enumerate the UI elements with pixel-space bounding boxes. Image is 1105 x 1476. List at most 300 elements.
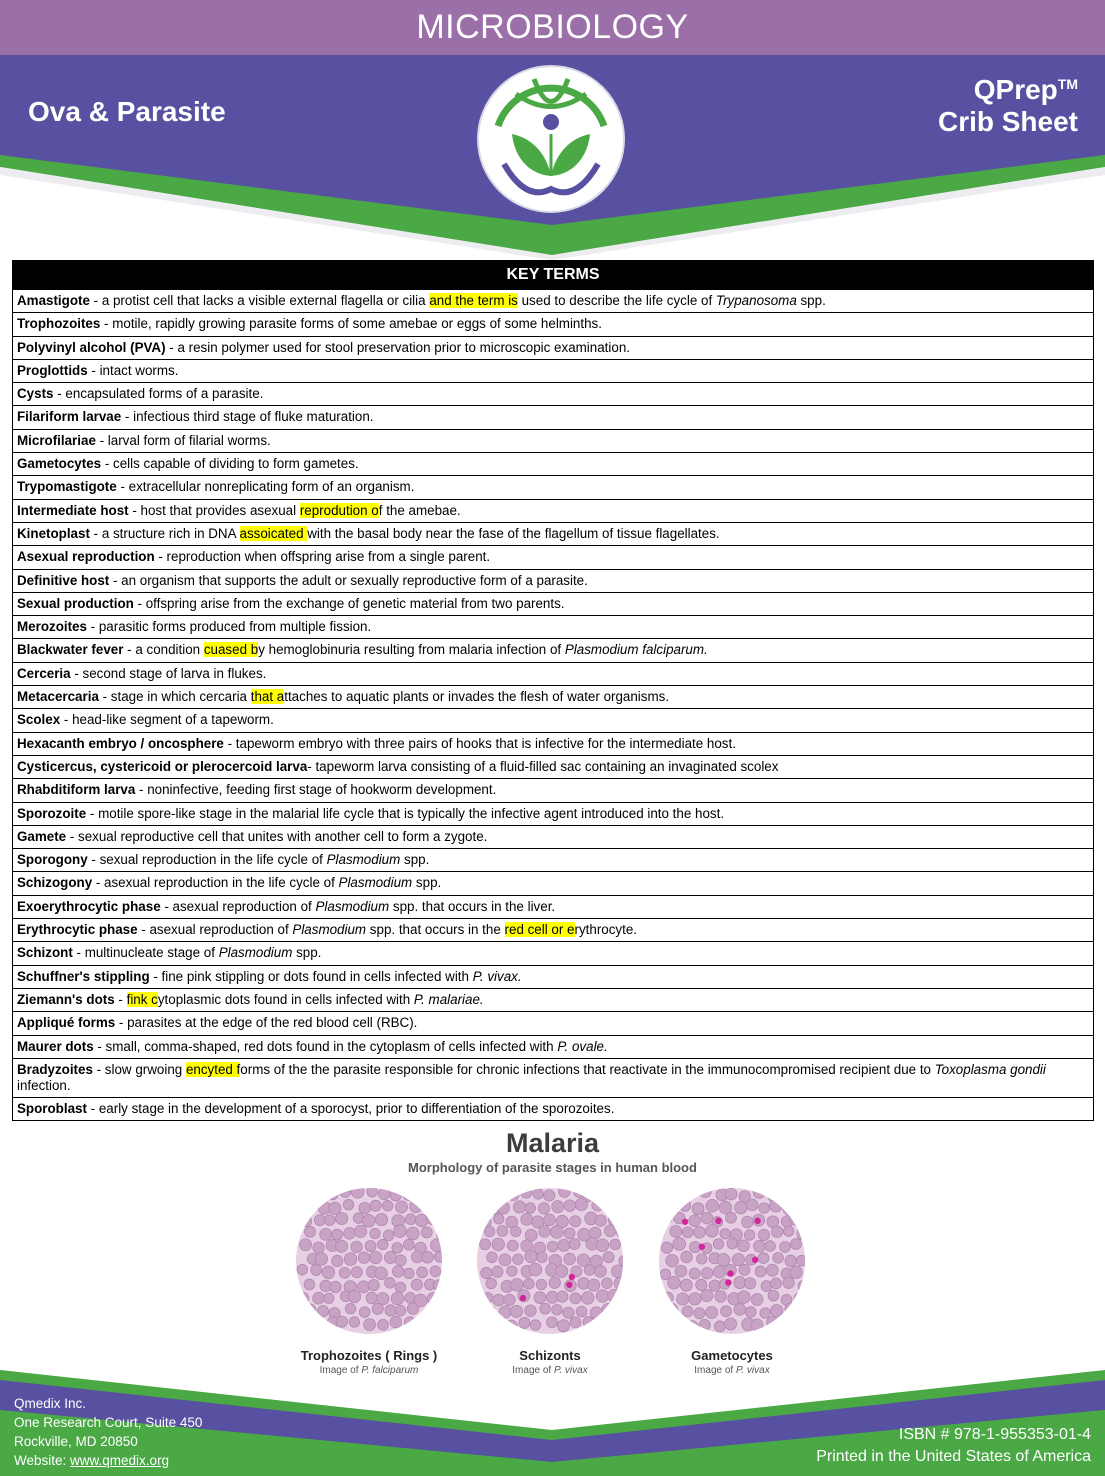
term-name: Filariform larvae bbox=[17, 409, 122, 425]
red-blood-cell bbox=[611, 1265, 623, 1277]
red-blood-cell bbox=[557, 1291, 568, 1302]
red-blood-cell bbox=[745, 1307, 756, 1318]
red-blood-cell bbox=[778, 1317, 789, 1328]
term-name: Schizont bbox=[17, 945, 73, 961]
term-name: Sexual production bbox=[17, 595, 134, 611]
term-definition: - a protist cell that lacks a visible external flagella or cilia bbox=[89, 293, 430, 308]
red-blood-cell bbox=[414, 1317, 425, 1328]
red-blood-cell bbox=[564, 1253, 576, 1265]
parasite-dot bbox=[569, 1274, 575, 1280]
term-row bbox=[13, 522, 1093, 545]
term-name: Exoerythrocytic phase bbox=[17, 898, 161, 914]
term-definition: - encapsulated forms of a parasite. bbox=[53, 386, 264, 402]
italic-species: P. ovale. bbox=[557, 1038, 608, 1054]
red-blood-cell bbox=[701, 1267, 712, 1278]
red-blood-cell bbox=[358, 1252, 370, 1264]
red-blood-cell bbox=[494, 1320, 506, 1332]
term-name: Definitive host bbox=[17, 572, 110, 588]
term-name: Appliqué forms bbox=[17, 1015, 116, 1031]
italic-species: Plasmodium falciparum. bbox=[564, 642, 708, 658]
term-definition: - stage in which cercaria bbox=[98, 689, 251, 705]
term-definition: - slow grwoing bbox=[92, 1061, 186, 1077]
red-blood-cell bbox=[493, 1294, 505, 1306]
red-blood-cell bbox=[484, 1226, 494, 1236]
term-row bbox=[13, 592, 1093, 615]
red-blood-cell bbox=[674, 1188, 684, 1197]
term-definition: - second stage of larva in flukes. bbox=[70, 665, 267, 681]
red-blood-cell bbox=[345, 1303, 355, 1313]
highlighted-text: assoicated bbox=[239, 525, 308, 541]
parasite-dot bbox=[566, 1282, 572, 1288]
red-blood-cell bbox=[727, 1238, 738, 1249]
red-blood-cell bbox=[609, 1318, 620, 1329]
red-blood-cell bbox=[525, 1250, 538, 1263]
term-definition: - tapeworm embryo with three pairs of hooks that is infective for the intermediate host. bbox=[223, 735, 736, 751]
red-blood-cell bbox=[394, 1225, 407, 1238]
red-blood-cell bbox=[686, 1321, 697, 1332]
red-blood-cell bbox=[314, 1215, 325, 1226]
red-blood-cell bbox=[525, 1203, 536, 1214]
red-blood-cell bbox=[519, 1317, 530, 1328]
term-name: Merozoites bbox=[17, 619, 87, 635]
red-blood-cell bbox=[534, 1292, 546, 1304]
red-blood-cell bbox=[330, 1281, 341, 1292]
red-blood-cell bbox=[480, 1239, 491, 1250]
red-blood-cell bbox=[494, 1214, 504, 1224]
key-terms-rows bbox=[13, 289, 1093, 1120]
red-blood-cell bbox=[619, 1306, 623, 1317]
red-blood-cell bbox=[521, 1188, 532, 1198]
term-row bbox=[13, 708, 1093, 731]
red-blood-cell bbox=[714, 1321, 725, 1332]
red-blood-cell bbox=[544, 1190, 555, 1201]
red-blood-cell bbox=[697, 1254, 708, 1265]
red-blood-cell bbox=[552, 1304, 563, 1315]
red-blood-cell bbox=[424, 1200, 436, 1212]
term-definition: ytoplasmic dots found in cells infected with bbox=[157, 991, 414, 1007]
term-row bbox=[13, 382, 1093, 405]
red-blood-cell bbox=[403, 1239, 414, 1250]
red-blood-cell bbox=[765, 1241, 776, 1252]
term-definition: spp. that occurs in the liver. bbox=[389, 898, 556, 914]
address-line2: Rockville, MD 20850 bbox=[14, 1434, 138, 1449]
term-definition: - fine pink stippling or dots found in cells infected with bbox=[149, 968, 473, 984]
term-name: Blackwater fever bbox=[17, 642, 124, 658]
red-blood-cell bbox=[680, 1279, 692, 1291]
red-blood-cell bbox=[668, 1276, 681, 1289]
term-name: Trypomastigote bbox=[17, 479, 117, 495]
highlighted-text: reprodution o bbox=[299, 502, 379, 518]
red-blood-cell bbox=[751, 1294, 763, 1306]
parasite-dot bbox=[520, 1295, 526, 1301]
red-blood-cell bbox=[304, 1304, 315, 1315]
term-row bbox=[13, 615, 1093, 638]
red-blood-cell bbox=[385, 1277, 396, 1288]
red-blood-cell bbox=[689, 1215, 701, 1227]
italic-species: Plasmodium bbox=[218, 945, 293, 961]
red-blood-cell bbox=[354, 1225, 366, 1237]
red-blood-cell bbox=[404, 1317, 415, 1328]
red-blood-cell bbox=[771, 1226, 782, 1237]
red-blood-cell bbox=[301, 1216, 312, 1227]
red-blood-cell bbox=[682, 1227, 693, 1238]
term-name: Polyvinyl alcohol (PVA) bbox=[17, 339, 166, 355]
red-blood-cell bbox=[430, 1266, 441, 1277]
red-blood-cell bbox=[766, 1264, 778, 1276]
red-blood-cell bbox=[481, 1267, 492, 1278]
term-row bbox=[13, 359, 1093, 382]
key-terms-table bbox=[12, 260, 1094, 1121]
highlighted-text: encyted f bbox=[185, 1061, 241, 1077]
highlighted-text: cuased b bbox=[203, 642, 259, 658]
red-blood-cell bbox=[348, 1290, 360, 1302]
red-blood-cell bbox=[771, 1305, 783, 1317]
red-blood-cell bbox=[487, 1252, 498, 1263]
red-blood-cell bbox=[507, 1189, 519, 1201]
red-blood-cell bbox=[570, 1317, 581, 1328]
red-blood-cell bbox=[351, 1267, 362, 1278]
red-blood-cell bbox=[395, 1282, 406, 1293]
red-blood-cell bbox=[314, 1189, 326, 1201]
term-definition: - motile, rapidly growing parasite forms of some amebae or eggs of some helminths. bbox=[100, 316, 602, 332]
term-name: Asexual reproduction bbox=[17, 549, 155, 565]
italic-species: Trypanosoma bbox=[715, 293, 797, 308]
red-blood-cell bbox=[324, 1215, 335, 1226]
parasite-dot bbox=[752, 1257, 758, 1263]
red-blood-cell bbox=[392, 1266, 404, 1278]
red-blood-cell bbox=[482, 1292, 493, 1303]
red-blood-cell bbox=[785, 1255, 796, 1266]
red-blood-cell bbox=[760, 1308, 770, 1318]
italic-species: Plasmodium bbox=[315, 898, 390, 914]
red-blood-cell bbox=[701, 1289, 713, 1301]
red-blood-cell bbox=[602, 1200, 613, 1211]
red-blood-cell bbox=[790, 1212, 803, 1225]
red-blood-cell bbox=[540, 1303, 551, 1314]
red-blood-cell bbox=[297, 1292, 309, 1304]
red-blood-cell bbox=[661, 1242, 672, 1253]
malaria-section bbox=[0, 1126, 1105, 1176]
term-definition: - host that provides asexual bbox=[128, 502, 300, 518]
term-row bbox=[13, 965, 1093, 988]
red-blood-cell bbox=[677, 1293, 689, 1305]
term-definition: spp. bbox=[412, 875, 442, 891]
red-blood-cell bbox=[582, 1292, 595, 1305]
term-definition: spp. bbox=[796, 293, 826, 308]
term-name: Schizogony bbox=[17, 875, 93, 891]
red-blood-cell bbox=[616, 1226, 623, 1238]
red-blood-cell bbox=[523, 1278, 534, 1289]
red-blood-cell bbox=[619, 1256, 623, 1267]
key-terms-heading: KEY TERMS bbox=[13, 261, 1093, 289]
term-definition: - offspring arise from the exchange of genetic material from two parents. bbox=[133, 595, 565, 611]
red-blood-cell bbox=[313, 1317, 325, 1329]
italic-species: Plasmodium bbox=[338, 875, 413, 891]
website-link[interactable]: www.qmedix.org bbox=[70, 1453, 170, 1468]
red-blood-cell bbox=[332, 1255, 343, 1266]
red-blood-cell bbox=[529, 1263, 542, 1276]
red-blood-cell bbox=[521, 1213, 533, 1225]
red-blood-cell bbox=[507, 1240, 518, 1251]
red-blood-cell bbox=[317, 1306, 328, 1317]
red-blood-cell bbox=[667, 1202, 678, 1213]
parasite-dot bbox=[725, 1279, 731, 1285]
term-definition: - an organism that supports the adult or sexually reproductive form of a parasite. bbox=[109, 572, 588, 588]
term-definition: - parasites at the edge of the red blood cell (RBC). bbox=[115, 1015, 418, 1031]
smear-image-gametocytes bbox=[659, 1188, 805, 1334]
red-blood-cell bbox=[779, 1188, 791, 1200]
term-name: Maurer dots bbox=[17, 1038, 94, 1054]
red-blood-cell bbox=[694, 1308, 705, 1319]
term-definition: - bbox=[114, 991, 127, 1007]
red-blood-cell bbox=[767, 1316, 779, 1328]
red-blood-cell bbox=[689, 1293, 701, 1305]
website-line: Website: www.qmedix.org bbox=[14, 1453, 170, 1468]
qmedix-logo bbox=[476, 64, 626, 214]
term-definition: spp. that occurs in the bbox=[366, 922, 505, 938]
red-blood-cell bbox=[662, 1292, 673, 1303]
italic-species: P. malariae. bbox=[413, 991, 484, 1007]
red-blood-cell bbox=[783, 1277, 794, 1288]
term-definition: infection. bbox=[17, 1077, 71, 1093]
term-definition: - early stage in the development of a sporocyst, prior to differentiation of the sporozoites. bbox=[86, 1100, 615, 1116]
red-blood-cell bbox=[370, 1228, 380, 1238]
red-blood-cell bbox=[537, 1252, 548, 1263]
red-blood-cell bbox=[735, 1201, 747, 1213]
red-blood-cell bbox=[304, 1226, 315, 1237]
subject-subtitle: Ova & Parasite bbox=[28, 96, 226, 127]
term-row bbox=[13, 848, 1093, 871]
trademark: TM bbox=[1057, 76, 1078, 92]
term-definition: - head-like segment of a tapeworm. bbox=[60, 712, 274, 728]
red-blood-cell bbox=[404, 1268, 415, 1279]
red-blood-cell bbox=[497, 1226, 508, 1237]
red-blood-cell bbox=[609, 1188, 622, 1199]
red-blood-cell bbox=[484, 1306, 495, 1317]
red-blood-cell bbox=[592, 1199, 604, 1211]
red-blood-cell bbox=[570, 1216, 581, 1227]
highlighted-text: red cell or e bbox=[504, 922, 575, 938]
red-blood-cell bbox=[673, 1238, 686, 1251]
red-blood-cell bbox=[793, 1319, 805, 1331]
red-blood-cell bbox=[660, 1316, 672, 1328]
red-blood-cell bbox=[758, 1253, 769, 1264]
red-blood-cell bbox=[437, 1305, 442, 1316]
term-definition: - a resin polymer used for stool preservation prior to microscopic examination. bbox=[165, 339, 630, 355]
term-name: Proglottids bbox=[17, 362, 88, 378]
term-definition: - sexual reproduction in the life cycle of bbox=[87, 852, 327, 868]
company-address bbox=[14, 1394, 202, 1470]
red-blood-cell bbox=[407, 1303, 418, 1314]
red-blood-cell bbox=[392, 1243, 403, 1254]
red-blood-cell bbox=[434, 1200, 442, 1212]
red-blood-cell bbox=[604, 1225, 616, 1237]
red-blood-cell bbox=[378, 1188, 390, 1200]
term-definition: spp. bbox=[292, 945, 322, 961]
red-blood-cell bbox=[576, 1306, 587, 1317]
red-blood-cell bbox=[713, 1266, 725, 1278]
term-row bbox=[13, 475, 1093, 498]
red-blood-cell bbox=[407, 1227, 420, 1240]
red-blood-cell bbox=[694, 1226, 706, 1238]
parasite-dot bbox=[682, 1219, 688, 1225]
term-row bbox=[13, 499, 1093, 522]
red-blood-cell bbox=[367, 1188, 378, 1197]
red-blood-cell bbox=[598, 1190, 609, 1201]
term-name: Intermediate host bbox=[17, 502, 129, 518]
red-blood-cell bbox=[590, 1307, 602, 1319]
company-name: Qmedix Inc. bbox=[14, 1396, 87, 1411]
term-definition: - motile spore-like stage in the malarial life cycle that is typically the infective agent introduced into the host. bbox=[86, 805, 725, 821]
term-definition: y hemoglobinuria resulting from malaria infection of bbox=[258, 642, 565, 658]
subject-band bbox=[0, 0, 1105, 55]
term-name: Cerceria bbox=[17, 665, 71, 681]
red-blood-cell bbox=[689, 1268, 700, 1279]
red-blood-cell bbox=[492, 1266, 503, 1277]
red-blood-cell bbox=[665, 1303, 678, 1316]
red-blood-cell bbox=[709, 1280, 720, 1291]
red-blood-cell bbox=[378, 1319, 389, 1330]
highlighted-text: and the term is bbox=[429, 293, 518, 308]
red-blood-cell bbox=[336, 1212, 348, 1224]
italic-species: Plasmodium bbox=[292, 922, 367, 938]
red-blood-cell bbox=[596, 1239, 609, 1252]
term-definition: - multinucleate stage of bbox=[72, 945, 219, 961]
red-blood-cell bbox=[559, 1188, 571, 1197]
red-blood-cell bbox=[498, 1202, 510, 1214]
term-name: Ziemann's dots bbox=[17, 991, 115, 1007]
red-blood-cell bbox=[596, 1318, 608, 1330]
term-name: Erythrocytic phase bbox=[17, 922, 138, 938]
term-definition: - asexual reproduction of bbox=[160, 898, 316, 914]
red-blood-cell bbox=[790, 1266, 803, 1279]
red-blood-cell bbox=[725, 1188, 737, 1200]
term-definition: - asexual reproduction of bbox=[137, 922, 293, 938]
red-blood-cell bbox=[594, 1265, 606, 1277]
red-blood-cell bbox=[768, 1290, 779, 1301]
parasite-dot bbox=[715, 1218, 721, 1224]
term-definition: - intact worms. bbox=[87, 362, 179, 378]
red-blood-cell bbox=[602, 1303, 614, 1315]
red-blood-cell bbox=[744, 1230, 755, 1241]
term-name: Cysts bbox=[17, 386, 54, 402]
red-blood-cell bbox=[679, 1200, 690, 1211]
term-name: Sporoblast bbox=[17, 1100, 87, 1116]
red-blood-cell bbox=[375, 1213, 387, 1225]
red-blood-cell bbox=[504, 1294, 515, 1305]
isbn: ISBN # 978-1-955353-01-4 bbox=[898, 1426, 1091, 1443]
term-row bbox=[13, 1058, 1093, 1097]
red-blood-cell bbox=[755, 1266, 766, 1277]
red-blood-cell bbox=[403, 1188, 415, 1200]
red-blood-cell bbox=[372, 1303, 383, 1314]
term-row bbox=[13, 941, 1093, 964]
red-blood-cell bbox=[322, 1266, 335, 1279]
red-blood-cell bbox=[378, 1239, 388, 1249]
red-blood-cell bbox=[422, 1251, 434, 1263]
red-blood-cell bbox=[785, 1303, 796, 1314]
term-definition: - extracellular nonreplicating form of an organism. bbox=[116, 479, 415, 495]
red-blood-cell bbox=[343, 1199, 353, 1209]
term-definition: - reproduction when offspring arise from a single parent. bbox=[154, 549, 491, 565]
red-blood-cell bbox=[499, 1306, 511, 1318]
term-name: Microfilariae bbox=[17, 432, 96, 448]
term-row bbox=[13, 638, 1093, 661]
term-name: Sporogony bbox=[17, 852, 88, 868]
red-blood-cell bbox=[773, 1253, 784, 1264]
red-blood-cell bbox=[675, 1265, 687, 1277]
red-blood-cell bbox=[706, 1224, 719, 1237]
term-definition: - tapeworm larva consisting of a fluid-filled sac containing an invaginated scolex bbox=[307, 758, 779, 774]
red-blood-cell bbox=[544, 1214, 556, 1226]
caption-sub: Image of P. vivax bbox=[512, 1365, 588, 1376]
red-blood-cell bbox=[558, 1239, 570, 1251]
red-blood-cell bbox=[339, 1267, 350, 1278]
red-blood-cell bbox=[551, 1226, 564, 1239]
red-blood-cell bbox=[699, 1188, 711, 1198]
caption-sub: Image of P. falciparum bbox=[319, 1365, 419, 1376]
term-name: Amastigote bbox=[17, 293, 90, 308]
red-blood-cell bbox=[549, 1277, 561, 1289]
malaria-subtitle: Morphology of parasite stages in human blood bbox=[408, 1160, 697, 1175]
term-row bbox=[13, 312, 1093, 335]
red-blood-cell bbox=[584, 1265, 595, 1276]
red-blood-cell bbox=[589, 1227, 601, 1239]
band-title: MICROBIOLOGY bbox=[416, 8, 689, 46]
term-definition: - sexual reproductive cell that unites with another cell to form a zygote. bbox=[66, 828, 488, 844]
italic-species: Plasmodium bbox=[326, 852, 401, 868]
red-blood-cell bbox=[479, 1191, 490, 1202]
red-blood-cell bbox=[681, 1251, 693, 1263]
red-blood-cell bbox=[513, 1201, 525, 1213]
red-blood-cell bbox=[575, 1198, 587, 1210]
red-blood-cell bbox=[340, 1188, 351, 1198]
red-blood-cell bbox=[596, 1290, 608, 1302]
red-blood-cell bbox=[300, 1191, 311, 1202]
red-blood-cell bbox=[349, 1317, 360, 1328]
red-blood-cell bbox=[390, 1316, 402, 1328]
red-blood-cell bbox=[783, 1203, 794, 1214]
red-blood-cell bbox=[423, 1307, 434, 1318]
red-blood-cell bbox=[790, 1188, 802, 1200]
term-definition: orms of the the parasite responsible for chronic infections that reactivate in the immunocompromised recipient due to bbox=[240, 1061, 935, 1077]
red-blood-cell bbox=[583, 1317, 594, 1328]
red-blood-cell bbox=[670, 1225, 682, 1237]
red-blood-cell bbox=[725, 1318, 737, 1330]
italic-species: Toxoplasma gondii bbox=[934, 1061, 1046, 1077]
red-blood-cell bbox=[682, 1306, 693, 1317]
red-blood-cell bbox=[362, 1214, 375, 1227]
red-blood-cell bbox=[410, 1200, 423, 1213]
red-blood-cell bbox=[383, 1230, 394, 1241]
red-blood-cell bbox=[336, 1316, 347, 1327]
red-blood-cell bbox=[430, 1239, 442, 1252]
red-blood-cell bbox=[726, 1212, 737, 1223]
red-blood-cell bbox=[538, 1203, 549, 1214]
red-blood-cell bbox=[297, 1264, 308, 1275]
red-blood-cell bbox=[546, 1317, 557, 1328]
red-blood-cell bbox=[602, 1278, 613, 1289]
term-row bbox=[13, 336, 1093, 359]
red-blood-cell bbox=[666, 1255, 679, 1268]
red-blood-cell bbox=[414, 1189, 426, 1201]
red-blood-cell bbox=[734, 1304, 746, 1316]
red-blood-cell bbox=[536, 1279, 546, 1289]
caption-title: Trophozoites ( Rings ) bbox=[300, 1348, 438, 1363]
red-blood-cell bbox=[798, 1280, 805, 1291]
term-row bbox=[13, 1035, 1093, 1058]
red-blood-cell bbox=[713, 1239, 723, 1249]
